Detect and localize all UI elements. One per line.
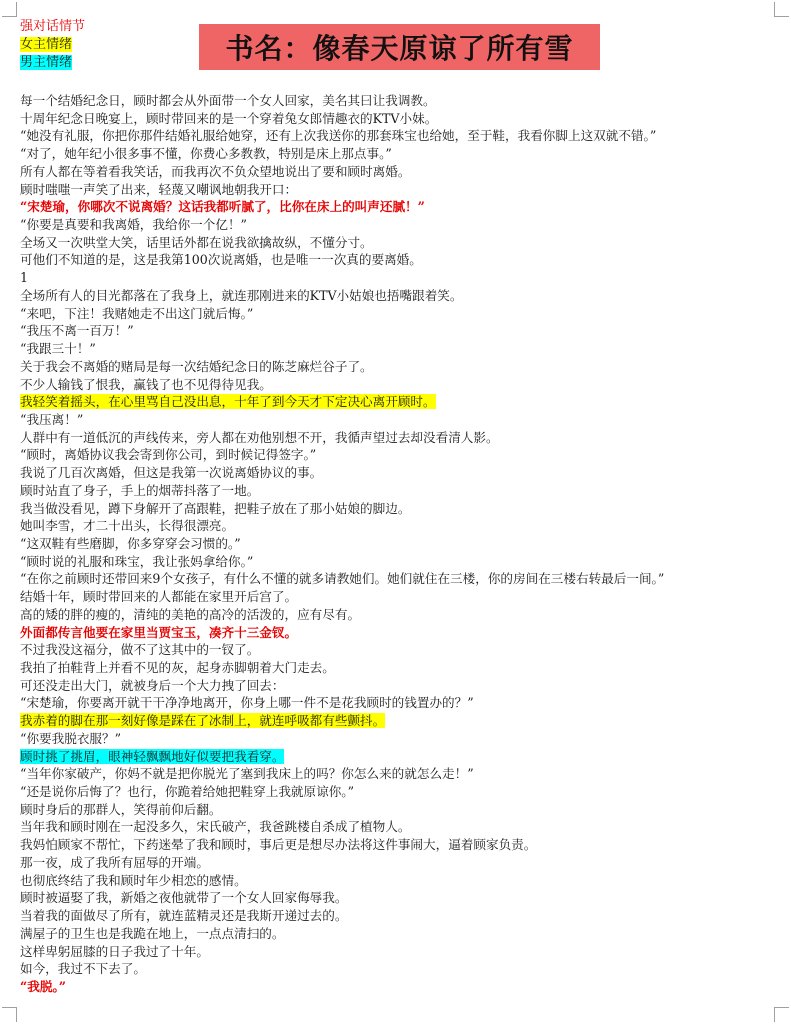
- story-line: 十周年纪念日晚宴上，顾时带回来的是一个穿着兔女郎情趣衣的KTV小妹。: [20, 110, 438, 126]
- story-line: 每一个结婚纪念日，顾时都会从外面带一个女人回家，美名其曰让我调教。: [20, 93, 436, 108]
- story-line: “我压离！”: [20, 411, 84, 427]
- story-line: 当着我的面做尽了所有，就连蓝精灵还是我斯开递过去的。: [20, 908, 348, 924]
- story-line: 她叫李雪，才二十出头，长得很漂亮。: [20, 518, 235, 534]
- story-line: “宋楚瑜，你哪次不说离婚？这话我都听腻了，比你在床上的叫声还腻！”: [20, 199, 425, 215]
- story-line: “你要我脱衣服？”: [20, 730, 122, 746]
- story-line: 全场又一次哄堂大笑，话里话外都在说我欲擒故纵，不懂分寸。: [20, 234, 373, 250]
- story-line: “在你之前顾时还带回来9个女孩子，有什么不懂的就多请教她们。她们就住在三楼，你的房间在三楼右转最后一间。”: [20, 571, 665, 587]
- story-line: 可他们不知道的是，这是我第100次说离婚，也是唯一一次真的要离婚。: [20, 252, 422, 268]
- story-line: 顾时被逼娶了我，新婚之夜他就带了一个女人回家侮辱我。: [20, 890, 348, 906]
- story-line: 我说了几百次离婚，但这是我第一次说离婚协议的事。: [20, 465, 323, 481]
- story-line: 我妈怕顾家不帮忙，下药迷晕了我和顾时，事后更是想尽办法将这件事闹大，逼着顾家负责。: [20, 837, 537, 853]
- story-line: 可还没走出大门，就被身后一个大力拽了回去：: [20, 677, 285, 693]
- story-line: [20, 393, 777, 411]
- color-legend: [20, 18, 85, 72]
- story-line: “她没有礼服，你把你那件结婚礼服给她穿，还有上次我送你的那套珠宝也给她，至于鞋，我看你脚上这双就不错。”: [20, 128, 657, 144]
- story-line: 如今，我过不下去了。: [20, 961, 146, 977]
- story-line: “我压不离一百万！”: [20, 323, 134, 339]
- highlighted-text: 我赤着的脚在那一刻好像是踩在了冰制上，就连呼吸都有些颤抖。: [20, 713, 386, 729]
- story-line: 1: [20, 270, 29, 286]
- story-line: 关于我会不离婚的赌局是每一次结婚纪念日的陈芝麻烂谷子了。: [20, 358, 373, 374]
- legend-female-lead: [20, 36, 85, 54]
- story-line: “对了，她年纪小很多事不懂，你费心多教教，特别是床上那点事。”: [20, 146, 392, 162]
- story-line: 不过我没这福分，做不了这其中的一钗了。: [20, 642, 260, 658]
- story-line: “宋楚瑜，你要离开就干干净净地离开，你身上哪一件不是花我顾时的钱置办的？”: [20, 695, 474, 711]
- legend-female-lead-label: 女主情绪: [20, 37, 73, 52]
- story-line: [20, 712, 777, 730]
- story-line: 结婚十年，顾时带回来的人都能在家里开后宫了。: [20, 589, 298, 605]
- story-line: 所有人都在等着看我笑话，而我再次不负众望地说出了要和顾时离婚。: [20, 163, 411, 179]
- legend-male-lead: [20, 54, 85, 72]
- story-line: 外面都传言他要在家里当贾宝玉，凑齐十三金钗。: [20, 624, 298, 640]
- story-line: “顾时，离婚协议我会寄到你公司，到时候记得签字。”: [20, 447, 317, 463]
- story-line: 我当做没看见，蹲下身解开了高跟鞋，把鞋子放在了那小姑娘的脚边。: [20, 500, 411, 516]
- crop-mark-top-left: [2, 2, 17, 17]
- story-line: “我脱。”: [20, 978, 66, 994]
- crop-mark-bottom-left: [2, 1007, 17, 1022]
- story-body: [20, 92, 777, 996]
- book-title: 书名：像春天原谅了所有雪: [199, 24, 600, 70]
- story-line: “你要是真要和我离婚，我给你一个亿！”: [20, 217, 247, 233]
- story-line: “顾时说的礼服和珠宝，我让张妈拿给你。”: [20, 553, 254, 569]
- story-line: 高的矮的胖的瘦的，清纯的美艳的高冷的活泼的，应有尽有。: [20, 606, 361, 622]
- story-line: “来吧，下注！我赌她走不出这门就后悔。”: [20, 305, 254, 321]
- story-line: 顾时身后的那群人，笑得前仰后翻。: [20, 801, 222, 817]
- story-line: 满屋子的卫生也是我跪在地上，一点点清扫的。: [20, 925, 285, 941]
- legend-strong-dialogue: 强对话情节: [20, 19, 86, 34]
- story-line: “这双鞋有些磨脚，你多穿穿会习惯的。”: [20, 535, 241, 551]
- story-line: 顾时站直了身子，手上的烟蒂抖落了一地。: [20, 482, 260, 498]
- story-line: 人群中有一道低沉的声线传来，旁人都在劝他别想不开，我循声望过去却没看清人影。: [20, 429, 499, 445]
- crop-mark-bottom-right: [774, 1007, 789, 1022]
- story-line: 我拍了拍鞋背上并看不见的灰，起身赤脚朝着大门走去。: [20, 660, 335, 675]
- story-line: “当年你家破产，你妈不就是把你脱光了塞到我床上的吗？你怎么来的就怎么走！”: [20, 766, 474, 782]
- story-line: [20, 748, 777, 766]
- highlighted-text: 顾时挑了挑眉，眼神轻飘飘地好似要把我看穿。: [20, 748, 285, 764]
- story-line: 也彻底终结了我和顾时年少相恋的感情。: [20, 872, 247, 888]
- story-line: 全场所有人的目光都落在了我身上，就连那刚进来的KTV小姑娘也捂嘴跟着笑。: [20, 287, 463, 303]
- story-line: 那一夜，成了我所有屈辱的开端。: [20, 854, 209, 870]
- legend-male-lead-label: 男主情绪: [20, 55, 73, 70]
- story-line: “还是说你后悔了？也行，你跪着给她把鞋穿上我就原谅你。”: [20, 784, 355, 800]
- crop-mark-top-right: [774, 2, 789, 17]
- story-line: 当年我和顾时刚在一起没多久，宋氏破产，我爸跳楼自杀成了植物人。: [20, 819, 411, 835]
- story-line: “我跟三十！”: [20, 341, 96, 357]
- story-line: 不少人输钱了恨我，赢钱了也不见得待见我。: [20, 376, 272, 392]
- highlighted-text: 我轻笑着摇头，在心里骂自己没出息，十年了到今天才下定决心离开顾时。: [20, 394, 436, 410]
- story-line: 这样卑躬屈膝的日子我过了十年。: [20, 943, 209, 959]
- story-line: 顾时嗤嗤一声笑了出来，轻蔑又嘲讽地朝我开口：: [20, 181, 298, 197]
